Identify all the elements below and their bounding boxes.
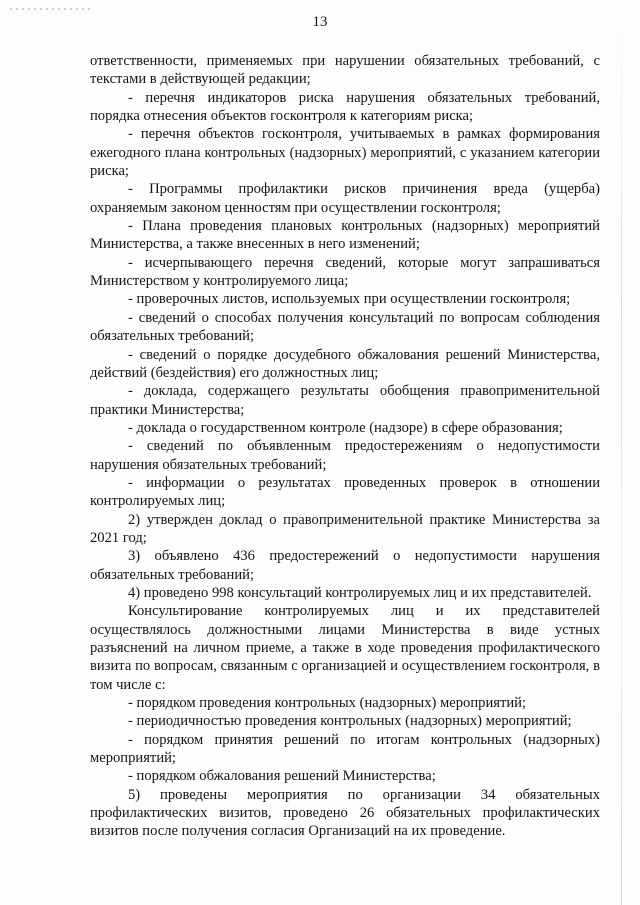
list-item: - порядком обжалования решений Министерства; [128, 768, 436, 785]
numbered-item: 3) объявлено 436 предостережений о недопустимости нарушения обязательных требований; [90, 548, 600, 583]
list-item: - сведений о способах получения консультаций по вопросам соблюдения обязательных требований; [90, 309, 600, 345]
numbered-item: 2) утвержден доклад о правоприменительной практике Министерства за 2021 год; [90, 511, 600, 546]
list-item: - перечня индикаторов риска нарушения обязательных требований, порядка отнесения объектов госконтроля к категориям риска; [90, 89, 600, 125]
scan-artifact [10, 8, 90, 10]
scan-edge-shadow [621, 0, 622, 905]
numbered-item: 5) проведены мероприятия по организации 34 обязательных профилактических визитов, проведено 26 обязательных профилактических визитов после получения согласия Организаций на их проведение. [90, 786, 600, 840]
list-item: - сведений о порядке досудебного обжалования решений Министерства, действий (бездействия) его должностных лиц; [90, 346, 600, 381]
list-item: - доклада, содержащего результаты обобщения правоприменительной практики Министерства; [90, 383, 600, 418]
page-number: 13 [312, 14, 328, 30]
paragraph: ответственности, применяемых при нарушении обязательных требований, с текстами в действующей редакции; [90, 53, 600, 88]
paragraph: Консультирование контролируемых лиц и их представителей осуществлялось должностными лицами Министерства в виде устных разъяснений на личном приеме, а также в ходе проведения профилактического визита по вопросам, связанным с организацией и осуществлением госконтроля, в том числе с: [90, 603, 600, 693]
list-item: - проверочных листов, используемых при осуществлении госконтроля; [128, 291, 571, 308]
list-item: - порядком принятия решений по итогам контрольных (надзорных) мероприятий; [90, 731, 600, 767]
list-item: - информации о результатах проведенных проверок в отношении контролируемых лиц; [90, 474, 600, 510]
list-item: - порядком проведения контрольных (надзорных) мероприятий; [128, 695, 527, 712]
list-item: - Плана проведения плановых контрольных (надзорных) мероприятий Министерства, а также внесенных в него изменений; [90, 218, 600, 253]
document-body [90, 52, 600, 841]
numbered-item: 4) проведено 998 консультаций контролируемых лиц и их представителей. [128, 584, 592, 601]
list-item: - перечня объектов госконтроля, учитываемых в рамках формирования ежегодного плана контрольных (надзорных) мероприятий, с указанием категории риска; [90, 126, 600, 180]
list-item: - доклада о государственном контроле (надзоре) в сфере образования; [128, 419, 563, 436]
list-item: - Программы профилактики рисков причинения вреда (ущерба) охраняемым законом ценностям при осуществлении госконтроля; [90, 181, 600, 216]
list-item: - исчерпывающего перечня сведений, которые могут запрашиваться Министерством у контролируемого лица; [90, 254, 600, 290]
list-item: - сведений по объявленным предостережениям о недопустимости нарушения обязательных требований; [90, 438, 600, 473]
list-item: - периодичностью проведения контрольных (надзорных) мероприятий; [128, 713, 572, 730]
